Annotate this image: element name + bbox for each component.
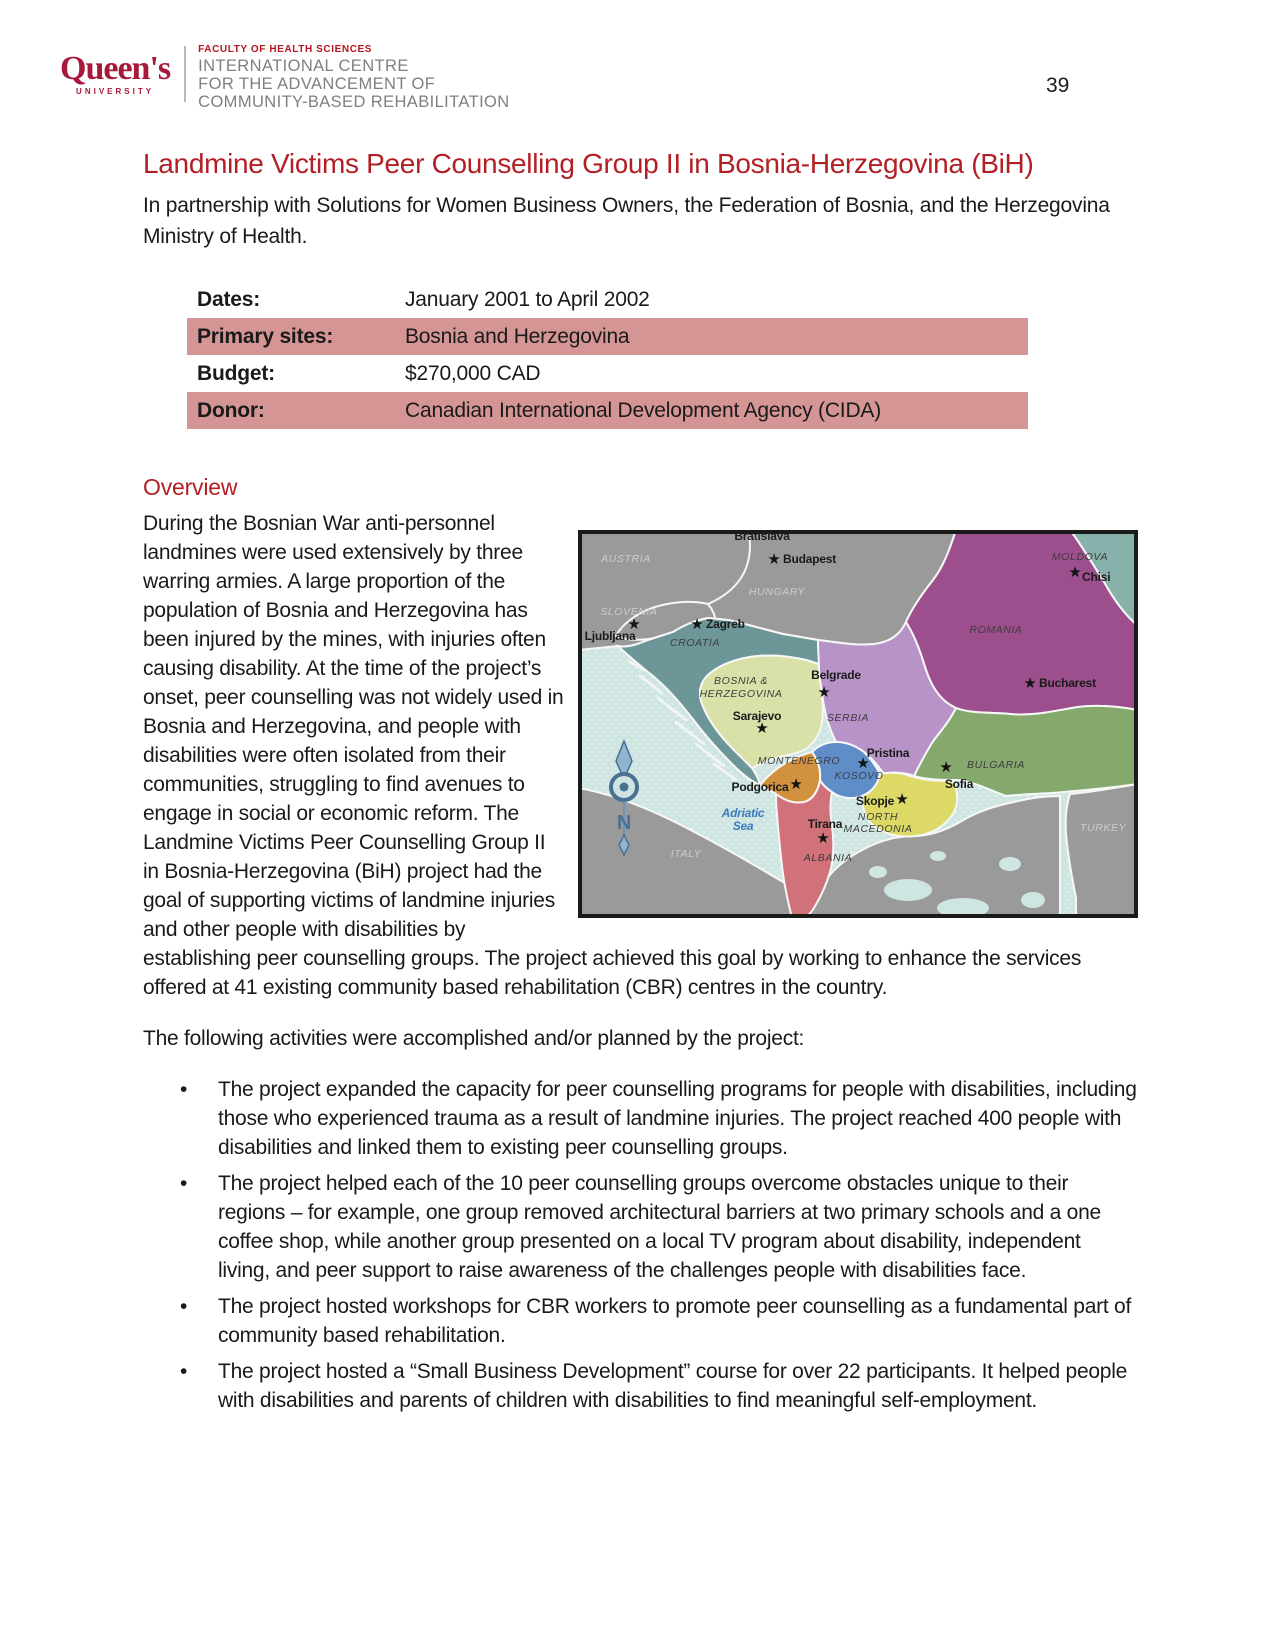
map-label-adriatic-sea-line2: Sea <box>732 819 754 834</box>
queens-university-text: UNIVERSITY <box>76 87 155 96</box>
row-value: January 2001 to April 2002 <box>405 287 650 311</box>
row-label: Dates: <box>197 287 260 311</box>
star-bucharest-icon: ★ <box>1023 675 1037 693</box>
map-label-turkey: TURKEY <box>1080 822 1127 835</box>
overview-heading: Overview <box>143 474 238 501</box>
bullet-text: The project hosted workshops for CBR workers to promote peer counselling as a fundamental part of community based rehabilitation. <box>218 1295 1132 1348</box>
map-label-adriatic-sea-line1: Adriatic <box>721 806 765 821</box>
star-belgrade-icon: ★ <box>817 684 831 702</box>
map-label-moldova: MOLDOVA <box>1051 551 1109 564</box>
row-label: Donor: <box>197 398 265 422</box>
balkans-map-svg <box>578 530 1138 918</box>
map-city-chisinau: Chisi <box>1082 570 1111 585</box>
map-city-sarajevo: Sarajevo <box>732 709 782 724</box>
table-row <box>187 355 1028 392</box>
bullet-text: The project hosted a “Small Business Development” course for over 22 participants. It helped people with disabilities and parents of children with disabilities to find meaningful self-employment. <box>218 1360 1128 1413</box>
star-pristina-icon: ★ <box>856 755 870 773</box>
star-budapest-icon: ★ <box>767 551 781 569</box>
subtitle: In partnership with Solutions for Women Business Owners, the Federation of Bosnia, and the Herzegovina Ministry of Health. <box>143 194 1110 249</box>
map-city-budapest: Budapest <box>783 552 837 567</box>
map-label-bulgaria: BULGARIA <box>967 759 1025 772</box>
star-sofia-icon: ★ <box>939 759 953 777</box>
logo-centre-line-3: COMMUNITY-BASED REHABILITATION <box>198 93 510 112</box>
map-label-serbia: SERBIA <box>826 712 870 725</box>
map-city-podgorica: Podgorica <box>731 780 789 795</box>
map-label-slovenia: SLOVENIA <box>600 606 658 619</box>
row-value: Bosnia and Herzegovina <box>405 324 630 348</box>
activities-intro: The following activities were accomplished and/or planned by the project: <box>143 1027 805 1051</box>
map-city-ljubljana: Ljubljana <box>584 629 636 644</box>
map-city-bucharest: Bucharest <box>1039 676 1096 691</box>
queens-wordmark-text: Queen's <box>60 50 171 87</box>
queens-wordmark <box>60 44 170 96</box>
star-chisinau-icon: ★ <box>1068 564 1082 582</box>
page-title: Landmine Victims Peer Counselling Group II in Bosnia-Herzegovina (BiH) <box>143 148 1034 179</box>
star-podgorica-icon: ★ <box>789 776 803 794</box>
star-ljubljana-icon: ★ <box>627 616 641 634</box>
map-label-north-macedonia-line1: NORTH <box>857 811 899 824</box>
map-city-bratislava: Bratislava <box>734 530 790 544</box>
overview-section <box>143 474 1138 1415</box>
list-item <box>180 1169 1138 1285</box>
table-row <box>187 318 1028 355</box>
map-label-kosovo: KOSOVO <box>834 770 884 783</box>
row-label: Primary sites: <box>197 324 334 348</box>
map-city-pristina: Pristina <box>866 746 910 761</box>
bullet-text: The project helped each of the 10 peer counselling groups overcome obstacles unique to their regions – for example, one group removed architectural barriers at two primary schools and a one coffee shop, while another group presented on a local TV program about disability, independent living, and peer support to raise awareness of the challenges people with disabilities face. <box>218 1172 1101 1283</box>
map-label-albania: ALBANIA <box>803 852 853 865</box>
map-label-north-macedonia-line2: MACEDONIA <box>843 823 913 836</box>
row-value: $270,000 CAD <box>405 361 541 385</box>
queens-university-logo <box>60 44 510 112</box>
map-label-hungary: HUNGARY <box>748 586 806 599</box>
list-item <box>180 1292 1138 1350</box>
bullet-text: The project expanded the capacity for peer counselling programs for people with disabilities, including those who experienced trauma as a result of landmine injuries. The project reached 400 people with disabilities and linked them to existing peer counselling groups. <box>218 1078 1137 1160</box>
logo-centre-line-2: FOR THE ADVANCEMENT OF <box>198 74 436 93</box>
map-label-croatia: CROATIA <box>669 637 721 650</box>
row-value: Canadian International Development Agency (CIDA) <box>405 398 882 422</box>
star-sarajevo-icon: ★ <box>755 720 769 738</box>
logo-centre-name <box>198 44 509 112</box>
country-turkey <box>1066 784 1138 918</box>
logo-divider <box>184 46 186 102</box>
overview-paragraph <box>143 509 1138 1002</box>
star-zagreb-icon: ★ <box>690 616 704 634</box>
project-info-table <box>187 281 1028 429</box>
list-item <box>180 1357 1138 1415</box>
activities-list <box>143 1075 1138 1415</box>
map-city-sofia: Sofia <box>944 777 974 792</box>
table-row <box>187 392 1028 429</box>
map-label-austria: AUSTRIA <box>601 553 651 566</box>
main-content <box>143 146 1138 1422</box>
page-number: 39 <box>1046 74 1070 97</box>
compass-n-label: N <box>616 812 632 835</box>
star-skopje-icon: ★ <box>895 791 909 809</box>
map-city-skopje: Skopje <box>855 794 895 809</box>
map-label-bosnia-line1: BOSNIA & <box>713 675 769 688</box>
logo-centre-line-1: INTERNATIONAL CENTRE <box>198 56 409 75</box>
star-tirana-icon: ★ <box>816 830 830 848</box>
overview-body-text: During the Bosnian War anti-personnel landmines were used extensively by three warring armies. A large proportion of the population of Bosnia and Herzegovina has been injured by the mines, with injuries often causing disability. At the time of the project’s onset, peer counselling was not widely used in Bosnia and Herzegovina, and people with disabilities were often isolated from their communities, struggling to find avenues to engage in social or economic reform. The Landmine Victims Peer Counselling Group II in Bosnia-Herzegovina (BiH) project had the goal of supporting victims of landmine injuries and other people with disabilities by establishing peer counselling groups. The project achieved this goal by working to enhance the services offered at 41 existing community based rehabilitation (CBR) centres in the country. <box>143 512 1082 1000</box>
logo-faculty-line: FACULTY OF HEALTH SCIENCES <box>198 44 373 55</box>
row-label: Budget: <box>197 361 275 385</box>
balkans-map-image <box>578 530 1138 918</box>
map-label-montenegro: MONTENEGRO <box>757 755 841 768</box>
list-item <box>180 1075 1138 1162</box>
map-label-romania: ROMANIA <box>969 624 1023 637</box>
table-row <box>187 281 1028 318</box>
map-city-zagreb: Zagreb <box>706 617 745 632</box>
map-label-bosnia-line2: HERZEGOVINA <box>699 688 783 701</box>
map-label-italy: ITALY <box>670 848 702 861</box>
map-city-tirana: Tirana <box>807 817 843 832</box>
map-city-belgrade: Belgrade <box>811 668 861 683</box>
